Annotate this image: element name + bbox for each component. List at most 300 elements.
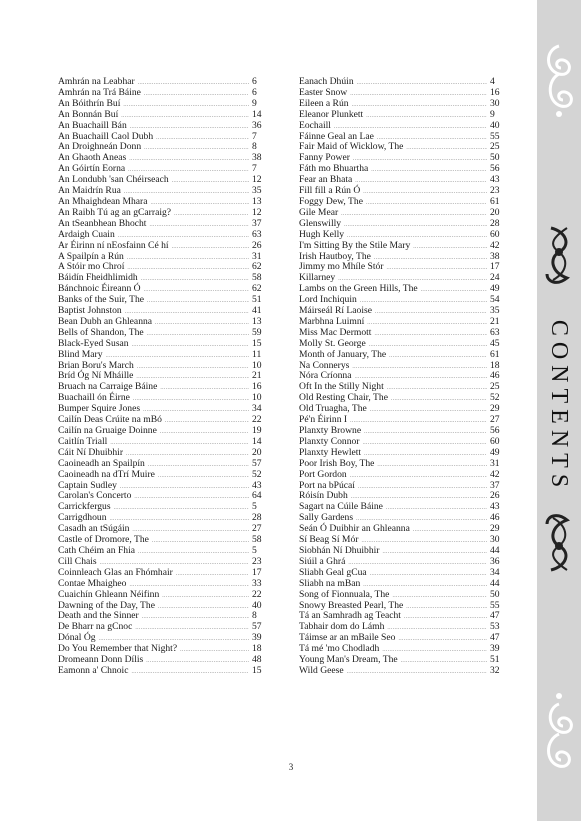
toc-entry [58,459,272,470]
toc-entry-page: 37 [490,479,500,491]
toc-entry-title: Cailín na Gruaige Doinne [58,425,157,436]
toc-entry-title: Blind Mary [58,348,103,360]
toc-entry-title: Lambs on the Green Hills, The [299,283,418,295]
toc-entry-page: 50 [490,152,500,164]
toc-entry-page: 20 [490,206,500,218]
dot-leader [389,350,487,361]
toc-entry-page: 64 [252,490,262,502]
toc-entry-title: Jimmy mo Mhíle Stór [299,261,384,273]
toc-entry-title: Bánchnoic Éireann Ó [58,283,141,295]
dot-leader [406,601,487,612]
toc-entry-page: 43 [490,501,500,513]
toc-entry-title: Bruach na Carraige Báine [58,381,158,393]
dot-leader [106,350,249,361]
toc-entry-page: 62 [252,283,262,295]
toc-entry-title: Eanach Dhúin [299,76,354,87]
toc-entry-page: 42 [490,468,500,480]
toc-entry-page: 14 [252,435,262,447]
toc-entry-page: 29 [490,523,500,535]
dot-leader [387,382,487,393]
dot-leader [141,273,249,284]
toc-entry-page: 5 [252,544,257,556]
dot-leader [172,241,249,252]
dot-leader [353,153,487,164]
dot-leader [158,470,249,481]
dot-leader [363,579,487,590]
toc-entry-title: Sally Gardens [299,512,354,524]
dot-leader [162,590,249,601]
dot-leader [406,142,487,153]
scroll-ornament-top-icon [537,40,581,120]
toc-entry-page: 53 [490,621,500,633]
dot-leader [132,339,249,350]
toc-entry-title: Foggy Dew, The [299,195,363,207]
dot-leader [398,633,487,644]
dot-leader [114,502,249,513]
toc-entry-page: 22 [252,414,262,426]
dot-leader [172,175,249,186]
dot-leader [350,88,487,99]
toc-entry [58,241,272,252]
toc-entry-title: Fill fill a Rún Ó [299,185,361,197]
dot-leader [341,208,487,219]
toc-entry-title: Do You Remember that Night? [58,643,178,655]
toc-entry-page: 52 [252,468,262,480]
dot-leader [127,262,249,273]
toc-entry-title: An Raibh Tú ag an gCarraig? [58,206,172,218]
toc-entry-title: Month of January, The [299,348,387,360]
toc-entry-page: 8 [252,141,257,153]
dot-leader [180,644,249,655]
toc-entry-page: 22 [252,588,262,600]
toc-entry-page: 37 [252,217,262,229]
toc-entry-page: 39 [252,632,262,644]
toc-entry-title: Fear an Bhata [299,174,353,186]
dot-leader [413,524,487,535]
toc-entry-page: 63 [490,326,500,338]
dot-leader [360,295,487,306]
toc-entry-page: 10 [252,359,262,371]
toc-entry-title: Eleanor Plunkett [299,108,364,120]
dot-leader [374,252,487,263]
toc-entry [299,590,510,601]
dot-leader [123,99,249,110]
toc-entry-page: 4 [490,76,495,87]
toc-entry-page: 35 [490,305,500,317]
toc-entry-page: 31 [490,457,500,469]
toc-entry-title: Brian Boru's March [58,359,134,371]
toc-entry-title: Caitlín Triall [58,435,108,447]
dot-leader [366,110,487,121]
toc-entry-page: 13 [252,315,262,327]
toc-entry-title: An Droighneán Donn [58,141,142,153]
dot-leader [144,88,249,99]
toc-entry-page: 5 [252,501,257,513]
toc-entry-page: 50 [490,588,500,600]
dot-leader [165,415,249,426]
toc-entry-title: Bumper Squire Jones [58,403,141,415]
toc-entry-title: A Stóir mo Chroí [58,261,125,273]
toc-entry-title: An Londubh 'san Chéirseach [58,174,169,186]
toc-entry-title: An Bonnán Buí [58,108,119,120]
toc-entry-page: 38 [490,250,500,262]
dot-leader [152,535,249,546]
toc-entry-title: An Buachaill Caol Dubh [58,130,154,142]
dot-leader [371,164,487,175]
dot-leader [174,208,249,219]
page-number: 3 [288,762,294,772]
knot-ornament-upper-icon [537,222,581,292]
toc-entry-page: 27 [252,523,262,535]
toc-entry-title: Siúil a Ghrá [299,555,346,567]
toc-entry-title: Tá mé 'mo Chodladh [299,643,380,655]
toc-entry-title: Castle of Dromore, The [58,534,149,546]
toc-entry-title: Cailín Deas Crúite na mBó [58,414,162,426]
toc-entry-page: 26 [490,490,500,502]
toc-entry-page: 18 [252,643,262,655]
toc-entry-title: Bean Dubh an Ghleanna [58,315,153,327]
toc-entry-page: 28 [252,512,262,524]
toc-entry-title: Old Truagha, The [299,403,367,415]
dot-leader [421,284,487,295]
dot-leader [156,132,249,143]
toc-entry-page: 26 [252,239,262,251]
dot-leader [358,481,487,492]
toc-entry-page: 61 [490,195,500,207]
dot-leader [127,252,249,263]
toc-entry-title: Báidín Fheidhlimidh [58,272,138,284]
toc-entry-title: Port na bPúcaí [299,479,355,491]
toc-entry-title: Na Connerys [299,359,350,371]
toc-entry-title: Carrigdhoun [58,512,107,524]
dot-leader [155,317,249,328]
knot-ornament-lower-icon [537,506,581,576]
toc-entry-title: Snowy Breasted Pearl, The [299,599,404,611]
toc-entry-title: Róisín Dubh [299,490,348,502]
toc-entry-title: Cuaichín Ghleann Néifinn [58,588,160,600]
toc-entry [58,121,272,132]
toc-entry [299,459,510,470]
toc-entry-page: 47 [490,632,500,644]
toc-entry-title: Death and the Sinner [58,610,139,622]
toc-entry-page: 15 [252,337,262,349]
toc-entry-page: 43 [490,174,500,186]
dot-leader [391,393,487,404]
toc-entry-title: Miss Mac Dermott [299,326,372,338]
toc-entry-title: An Góirtín Eorna [58,163,126,175]
toc-entry-page: 44 [490,577,500,589]
toc-entry-title: Siobhán Ní Dhuibhir [299,544,380,556]
toc-entry-page: 12 [252,206,262,218]
toc-entry-title: Irish Hautboy, The [299,250,371,262]
toc-entry-page: 46 [490,370,500,382]
toc-entry-page: 49 [490,283,500,295]
toc-entry-page: 25 [490,141,500,153]
dot-leader [158,601,249,612]
toc-entry-title: Molly St. George [299,337,366,349]
toc-entry-title: Sí Beag Sí Mór [299,534,359,546]
contents-column-right [299,77,510,677]
toc-entry-title: An Bóithrín Buí [58,97,121,109]
toc-entry-title: An Buachaill Bán [58,119,127,131]
toc-entry-title: Banks of the Suir, The [58,294,145,306]
toc-entry-title: Old Resting Chair, The [299,392,388,404]
dot-leader [144,142,249,153]
dot-leader [363,186,487,197]
toc-entry-title: Sagart na Cúile Báine [299,501,383,513]
toc-entry-page: 9 [490,108,495,120]
dot-leader [135,622,249,633]
toc-entry-title: Ar Éirinn ní nEosfainn Cé hí [58,239,169,251]
dot-leader [369,339,487,350]
dot-leader [387,622,487,633]
toc-entry-title: Coinnleach Glas an Fhómhair [58,566,173,578]
dot-leader [347,666,487,677]
toc-entry-page: 15 [252,664,262,676]
dot-leader [149,219,249,230]
toc-entry-page: 41 [252,305,262,317]
toc-entry-title: Marbhna Luimní [299,315,365,327]
toc-entry-page: 32 [490,664,500,676]
toc-entry-title: Killarney [299,272,336,284]
toc-entry-page: 9 [252,97,257,109]
dot-leader [350,415,487,426]
toc-entry-page: 30 [490,97,500,109]
dot-leader [131,666,249,677]
dot-leader [404,611,487,622]
toc-entry-title: Oft In the Stilly Night [299,381,384,393]
toc-entry-page: 25 [490,381,500,393]
toc-entry-title: Bríd Óg Ní Mháille [58,370,134,382]
dot-leader [144,284,249,295]
toc-entry-title: Máirseál Rí Laoise [299,305,372,317]
dot-leader [363,437,488,448]
toc-entry-title: Port Gordon [299,468,347,480]
dot-leader [130,121,249,132]
toc-entry [299,470,510,481]
toc-entry-title: Fáth mo Bhuartha [299,163,369,175]
toc-entry-title: Hugh Kelly [299,228,345,240]
toc-entry [58,110,272,121]
toc-entry-title: Baptist Johnston [58,305,122,317]
toc-entry-page: 36 [490,555,500,567]
dot-leader [118,230,249,241]
dot-leader [132,524,249,535]
toc-entry-title: Contae Mhaigheo [58,577,127,589]
toc-entry-page: 57 [252,457,262,469]
toc-entry-title: A Spailpín a Rún [58,250,124,262]
toc-entry-page: 21 [490,315,500,327]
toc-entry-title: An Ghaoth Aneas [58,152,127,164]
toc-entry [299,241,510,252]
toc-entry-title: Amhrán na Trá Báine [58,86,141,98]
toc-entry-title: Black-Eyed Susan [58,337,129,349]
toc-entry-title: Tabhair dom do Lámh [299,621,385,633]
toc-entry-title: Caoineadh na dTrí Muire [58,468,155,480]
toc-entry-page: 56 [490,425,500,436]
dot-leader [147,295,249,306]
toc-entry-title: Bells of Shandon, The [58,326,144,338]
dot-leader [382,546,487,557]
toc-entry-title: Song of Fionnuala, The [299,588,390,600]
toc-entry-page: 45 [490,337,500,349]
toc-entry-title: Eochaill [299,119,331,131]
toc-entry-page: 20 [252,446,262,458]
toc-entry-page: 40 [252,599,262,611]
contents-column-left [58,77,272,677]
dot-leader [134,491,249,502]
dot-leader [138,77,249,88]
dot-leader [350,470,487,481]
toc-entry-page: 52 [490,392,500,404]
dot-leader [370,568,487,579]
toc-entry-title: Nóra Críonna [299,370,352,382]
toc-entry-title: An tSeanbhean Bhocht [58,217,147,229]
toc-entry-title: Carrickfergus [58,501,111,513]
toc-entry-page: 43 [252,479,262,491]
toc-entry-title: Sliabh na mBan [299,577,361,589]
toc-entry-title: Ardaigh Cuain [58,228,115,240]
dot-leader [367,317,487,328]
dot-leader [176,568,249,579]
toc-entry-page: 8 [252,610,257,622]
toc-entry-title: Planxty Hewlett [299,446,362,458]
toc-entry-title: Seán Ó Duibhir an Ghleanna [299,523,410,535]
toc-entry-page: 28 [490,217,500,229]
toc-entry-title: Fair Maid of Wicklow, The [299,141,404,153]
dot-leader [147,328,249,339]
toc-entry-title: Pé'n Éirinn I [299,414,348,426]
toc-entry-title: Caoineadh an Spailpín [58,457,145,469]
toc-entry-title: Gile Mear [299,206,339,218]
dot-leader [120,481,249,492]
toc-entry-page: 33 [252,577,262,589]
toc-entry-page: 23 [252,555,262,567]
toc-entry-title: Wild Geese [299,664,344,676]
toc-entry [58,579,272,590]
dot-leader [377,459,487,470]
toc-entry-page: 55 [490,599,500,611]
dot-leader [382,644,487,655]
toc-entry-page: 55 [490,130,500,142]
dot-leader [352,361,487,372]
toc-entry-page: 56 [490,163,500,175]
toc-entry-page: 7 [252,163,257,175]
dot-leader [334,121,487,132]
dot-leader [142,611,249,622]
toc-entry-title: Carolan's Concerto [58,490,132,502]
toc-entry [299,230,510,241]
toc-entry-page: 34 [490,566,500,578]
toc-entry-title: Fanny Power [299,152,350,164]
dot-leader [366,197,487,208]
toc-entry-title: Eamonn a' Chnoic [58,664,129,676]
dot-leader [413,241,487,252]
dot-leader [348,557,487,568]
dot-leader [129,153,249,164]
dot-leader [364,448,487,459]
toc-entry-page: 10 [252,392,262,404]
toc-entry-title: Cath Chéim an Fhia [58,544,136,556]
toc-entry-title: Fáinne Geal an Lae [299,130,374,142]
toc-entry [299,666,510,677]
toc-entry-page: 13 [252,195,262,207]
toc-entry-title: Eileen a Rún [299,97,349,109]
toc-entry-title: Amhrán na Leabhar [58,76,135,87]
toc-entry-page: 46 [490,512,500,524]
toc-entry-page: 59 [252,326,262,338]
toc-entry-page: 16 [252,381,262,393]
toc-entry-page: 35 [252,185,262,197]
toc-entry-page: 48 [252,654,262,666]
toc-entry-page: 30 [490,534,500,546]
dot-leader [374,328,487,339]
toc-entry-page: 60 [490,435,500,447]
toc-entry-title: Cáit Ní Dhuibhir [58,446,124,458]
toc-entry-page: 58 [252,534,262,546]
toc-entry-page: 54 [490,294,500,306]
dot-leader [386,502,487,513]
toc-entry-title: Sliabh Geal gCua [299,566,367,578]
toc-entry-page: 24 [490,272,500,284]
dot-leader [146,655,249,666]
toc-entry-page: 6 [252,86,257,98]
toc-entry [58,590,272,601]
toc-entry-title: An Mhaighdean Mhara [58,195,148,207]
toc-entry-page: 36 [252,119,262,131]
toc-entry-title: Cill Chais [58,555,97,567]
dot-leader [138,546,249,557]
toc-entry-page: 18 [490,359,500,371]
dot-leader [160,382,249,393]
toc-entry-title: Dawning of the Day, The [58,599,155,611]
toc-entry-page: 27 [490,414,500,426]
toc-entry [58,666,272,677]
dot-leader [148,459,249,470]
dot-leader [347,230,487,241]
toc-entry-page: 61 [490,348,500,360]
dot-leader [137,361,249,372]
toc-entry-page: 11 [252,348,262,360]
toc-entry-title: An Maidrín Rua [58,185,121,197]
dot-leader [401,655,487,666]
dot-leader [121,110,249,121]
dot-leader [352,99,487,110]
toc-entry [299,110,510,121]
toc-entry-title: Buachaill ón Éirne [58,392,130,404]
toc-entry-page: 34 [252,403,262,415]
toc-entry-page: 39 [490,643,500,655]
scroll-ornament-bottom-icon [537,690,581,780]
toc-entry-title: Lord Inchiquin [299,294,357,306]
toc-entry-page: 60 [490,228,500,240]
dot-leader [364,426,487,437]
toc-entry-title: De Bharr na gCnoc [58,621,133,633]
contents-title [537,316,581,496]
toc-entry [299,350,510,361]
toc-entry-page: 44 [490,544,500,556]
toc-entry-title: Planxty Connor [299,435,360,447]
toc-entry [58,470,272,481]
toc-entry-page: 42 [490,239,500,251]
toc-entry-page: 12 [252,174,262,186]
dot-leader [386,262,487,273]
dot-leader [344,219,487,230]
toc-entry-title: Tá an Samhradh ag Teacht [299,610,401,622]
toc-entry-page: 62 [252,261,262,273]
toc-entry-page: 29 [490,403,500,415]
toc-entry-page: 17 [490,261,500,273]
